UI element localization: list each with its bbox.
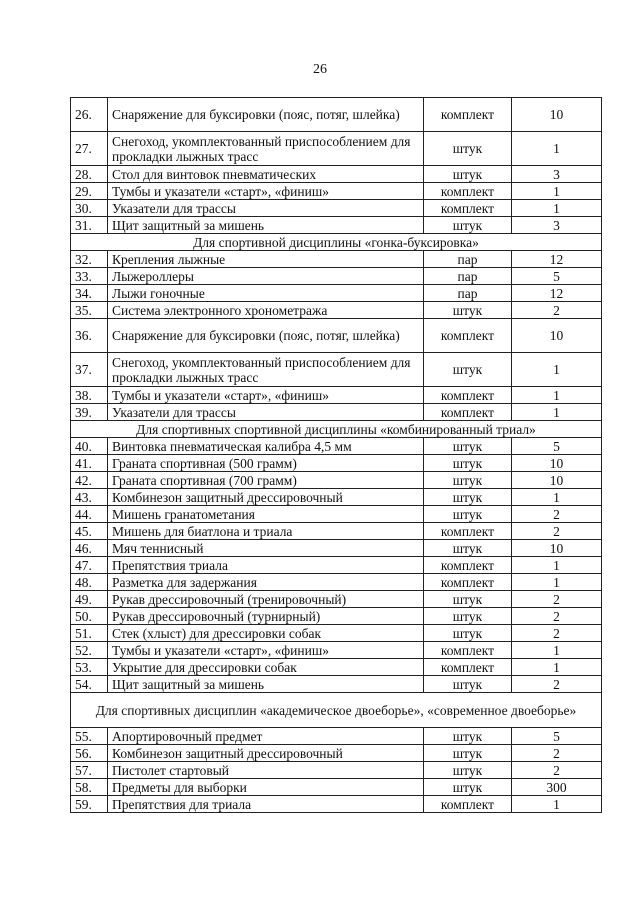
table-row (71, 319, 602, 353)
item-name: Снаряжение для буксировки (пояс, потяг, шлейка) (108, 98, 424, 132)
item-quantity: 1 (512, 387, 602, 404)
row-number: 46. (71, 540, 108, 557)
item-quantity: 2 (512, 302, 602, 319)
item-name: Пистолет стартовый (108, 762, 424, 779)
item-quantity: 1 (512, 404, 602, 421)
row-number: 48. (71, 574, 108, 591)
item-quantity: 2 (512, 676, 602, 693)
table-row (71, 251, 602, 268)
item-quantity: 10 (512, 455, 602, 472)
item-unit: комплект (424, 404, 512, 421)
item-name: Стол для винтовок пневматических (108, 166, 424, 183)
item-unit: штук (424, 438, 512, 455)
item-unit: пар (424, 285, 512, 302)
table-row (71, 762, 602, 779)
row-number: 54. (71, 676, 108, 693)
row-number: 53. (71, 659, 108, 676)
item-name: Мишень для биатлона и триала (108, 523, 424, 540)
table-row (71, 404, 602, 421)
table-row (71, 728, 602, 745)
table-row (71, 268, 602, 285)
table-row (71, 591, 602, 608)
table-row (71, 98, 602, 132)
item-name: Тумбы и указатели «старт», «финиш» (108, 387, 424, 404)
item-quantity: 10 (512, 540, 602, 557)
table-row (71, 642, 602, 659)
row-number: 50. (71, 608, 108, 625)
item-quantity: 1 (512, 489, 602, 506)
item-name: Граната спортивная (500 грамм) (108, 455, 424, 472)
table-row (71, 659, 602, 676)
row-number: 55. (71, 728, 108, 745)
item-quantity: 2 (512, 523, 602, 540)
item-unit: пар (424, 251, 512, 268)
equipment-table-body (71, 98, 602, 813)
row-number: 43. (71, 489, 108, 506)
item-quantity: 1 (512, 796, 602, 813)
item-quantity: 10 (512, 319, 602, 353)
row-number: 57. (71, 762, 108, 779)
equipment-table (70, 97, 602, 813)
table-row (71, 217, 602, 234)
table-row (71, 438, 602, 455)
row-number: 34. (71, 285, 108, 302)
section-row (71, 234, 602, 251)
row-number: 56. (71, 745, 108, 762)
item-quantity: 5 (512, 268, 602, 285)
table-row (71, 353, 602, 387)
item-unit: штук (424, 132, 512, 166)
item-name: Препятствия триала (108, 557, 424, 574)
item-quantity: 2 (512, 506, 602, 523)
item-name: Щит защитный за мишень (108, 676, 424, 693)
section-row (71, 421, 602, 438)
row-number: 29. (71, 183, 108, 200)
item-unit: штук (424, 302, 512, 319)
item-quantity: 1 (512, 557, 602, 574)
row-number: 36. (71, 319, 108, 353)
item-unit: штук (424, 166, 512, 183)
item-name: Граната спортивная (700 грамм) (108, 472, 424, 489)
table-row (71, 489, 602, 506)
item-name: Тумбы и указатели «старт», «финиш» (108, 642, 424, 659)
section-title: Для спортивных спортивной дисциплины «комбинированный триал» (71, 421, 602, 438)
item-name: Щит защитный за мишень (108, 217, 424, 234)
row-number: 42. (71, 472, 108, 489)
item-quantity: 12 (512, 285, 602, 302)
item-unit: штук (424, 745, 512, 762)
row-number: 37. (71, 353, 108, 387)
item-unit: штук (424, 728, 512, 745)
item-name: Комбинезон защитный дрессировочный (108, 489, 424, 506)
item-unit: штук (424, 591, 512, 608)
item-quantity: 2 (512, 625, 602, 642)
item-quantity: 10 (512, 472, 602, 489)
table-row (71, 200, 602, 217)
item-quantity: 2 (512, 591, 602, 608)
row-number: 26. (71, 98, 108, 132)
item-unit: комплект (424, 523, 512, 540)
item-unit: комплект (424, 387, 512, 404)
item-unit: штук (424, 472, 512, 489)
table-row (71, 285, 602, 302)
item-quantity: 12 (512, 251, 602, 268)
item-name: Мяч теннисный (108, 540, 424, 557)
item-quantity: 3 (512, 166, 602, 183)
item-unit: комплект (424, 98, 512, 132)
item-name: Снегоход, укомплектованный приспособлением для прокладки лыжных трасс (108, 353, 424, 387)
item-unit: комплект (424, 659, 512, 676)
table-row (71, 132, 602, 166)
item-quantity: 2 (512, 762, 602, 779)
item-name: Тумбы и указатели «старт», «финиш» (108, 183, 424, 200)
item-quantity: 2 (512, 745, 602, 762)
table-row (71, 574, 602, 591)
item-unit: штук (424, 608, 512, 625)
item-unit: комплект (424, 183, 512, 200)
row-number: 32. (71, 251, 108, 268)
item-name: Рукав дрессировочный (турнирный) (108, 608, 424, 625)
item-unit: штук (424, 506, 512, 523)
section-title: Для спортивных дисциплин «академическое двоеборье», «современное двоеборье» (71, 693, 602, 728)
item-unit: комплект (424, 319, 512, 353)
row-number: 30. (71, 200, 108, 217)
row-number: 31. (71, 217, 108, 234)
item-unit: штук (424, 762, 512, 779)
row-number: 44. (71, 506, 108, 523)
row-number: 51. (71, 625, 108, 642)
item-name: Снегоход, укомплектованный приспособлением для прокладки лыжных трасс (108, 132, 424, 166)
section-title: Для спортивной дисциплины «гонка-буксировка» (71, 234, 602, 251)
item-quantity: 5 (512, 438, 602, 455)
row-number: 38. (71, 387, 108, 404)
item-quantity: 2 (512, 608, 602, 625)
table-row (71, 455, 602, 472)
item-name: Винтовка пневматическая калибра 4,5 мм (108, 438, 424, 455)
table-row (71, 472, 602, 489)
item-name: Рукав дрессировочный (тренировочный) (108, 591, 424, 608)
item-name: Комбинезон защитный дрессировочный (108, 745, 424, 762)
table-row (71, 506, 602, 523)
item-quantity: 10 (512, 98, 602, 132)
item-name: Крепления лыжные (108, 251, 424, 268)
table-row (71, 183, 602, 200)
item-unit: комплект (424, 796, 512, 813)
table-row (71, 676, 602, 693)
item-name: Разметка для задержания (108, 574, 424, 591)
item-name: Предметы для выборки (108, 779, 424, 796)
item-quantity: 1 (512, 642, 602, 659)
row-number: 47. (71, 557, 108, 574)
row-number: 41. (71, 455, 108, 472)
item-name: Лыжероллеры (108, 268, 424, 285)
row-number: 27. (71, 132, 108, 166)
item-quantity: 1 (512, 574, 602, 591)
section-row (71, 693, 602, 728)
table-row (71, 779, 602, 796)
item-quantity: 1 (512, 353, 602, 387)
item-quantity: 5 (512, 728, 602, 745)
item-quantity: 1 (512, 200, 602, 217)
item-unit: комплект (424, 557, 512, 574)
item-name: Лыжи гоночные (108, 285, 424, 302)
item-name: Снаряжение для буксировки (пояс, потяг, шлейка) (108, 319, 424, 353)
row-number: 33. (71, 268, 108, 285)
item-name: Укрытие для дрессировки собак (108, 659, 424, 676)
table-row (71, 302, 602, 319)
item-name: Стек (хлыст) для дрессировки собак (108, 625, 424, 642)
item-quantity: 3 (512, 217, 602, 234)
item-unit: комплект (424, 574, 512, 591)
item-quantity: 1 (512, 659, 602, 676)
item-unit: штук (424, 217, 512, 234)
row-number: 40. (71, 438, 108, 455)
item-unit: штук (424, 676, 512, 693)
table-row (71, 745, 602, 762)
item-name: Апортировочный предмет (108, 728, 424, 745)
table-row (71, 625, 602, 642)
item-quantity: 300 (512, 779, 602, 796)
item-name: Препятствия для триала (108, 796, 424, 813)
item-unit: штук (424, 353, 512, 387)
row-number: 49. (71, 591, 108, 608)
table-row (71, 608, 602, 625)
item-name: Мишень гранатометания (108, 506, 424, 523)
item-unit: комплект (424, 642, 512, 659)
item-quantity: 1 (512, 183, 602, 200)
row-number: 52. (71, 642, 108, 659)
row-number: 45. (71, 523, 108, 540)
item-quantity: 1 (512, 132, 602, 166)
item-unit: штук (424, 540, 512, 557)
row-number: 28. (71, 166, 108, 183)
item-unit: штук (424, 625, 512, 642)
table-row (71, 523, 602, 540)
table-row (71, 540, 602, 557)
item-unit: пар (424, 268, 512, 285)
table-row (71, 557, 602, 574)
item-unit: штук (424, 455, 512, 472)
item-unit: штук (424, 489, 512, 506)
table-row (71, 166, 602, 183)
row-number: 58. (71, 779, 108, 796)
item-name: Указатели для трассы (108, 200, 424, 217)
item-name: Указатели для трассы (108, 404, 424, 421)
row-number: 39. (71, 404, 108, 421)
item-unit: комплект (424, 200, 512, 217)
item-unit: штук (424, 779, 512, 796)
table-row (71, 387, 602, 404)
row-number: 35. (71, 302, 108, 319)
table-row (71, 796, 602, 813)
item-name: Система электронного хронометража (108, 302, 424, 319)
page-number: 26 (313, 62, 327, 77)
row-number: 59. (71, 796, 108, 813)
